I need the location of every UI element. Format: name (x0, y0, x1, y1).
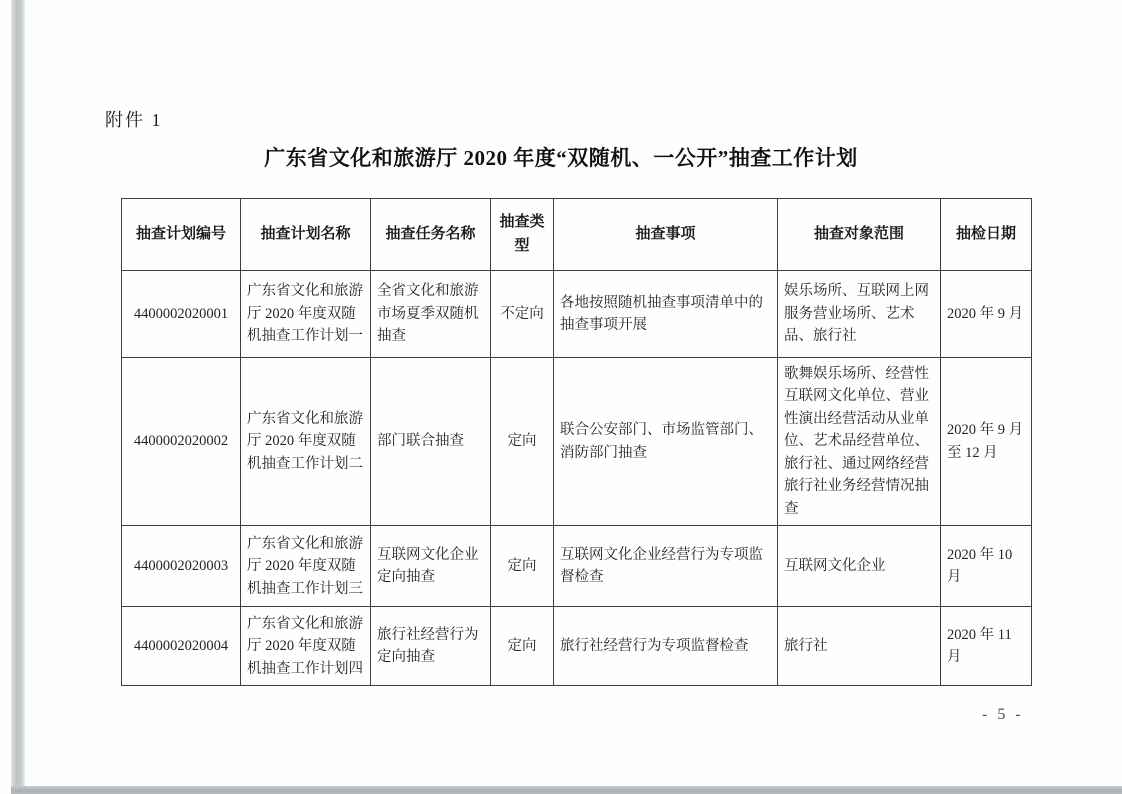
cell-plan-name: 广东省文化和旅游厅 2020 年度双随机抽查工作计划三 (241, 526, 371, 607)
cell-task-name: 全省文化和旅游市场夏季双随机抽查 (371, 271, 491, 358)
cell-plan-name: 广东省文化和旅游厅 2020 年度双随机抽查工作计划四 (241, 607, 371, 686)
cell-type: 定向 (491, 607, 554, 686)
cell-items: 互联网文化企业经营行为专项监督检查 (554, 526, 778, 607)
table-row (122, 358, 1032, 526)
cell-scope: 歌舞娱乐场所、经营性互联网文化单位、营业性演出经营活动从业单位、艺术品经营单位、旅行社、通过网络经营旅行社业务经营情况抽查 (778, 358, 941, 526)
column-header-date: 抽检日期 (941, 199, 1032, 271)
cell-items: 联合公安部门、市场监管部门、消防部门抽查 (554, 358, 778, 526)
cell-task-name: 部门联合抽查 (371, 358, 491, 526)
inspection-plan-table (121, 198, 1032, 686)
cell-items: 旅行社经营行为专项监督检查 (554, 607, 778, 686)
cell-plan-id: 4400002020001 (122, 271, 241, 358)
table-row (122, 607, 1032, 686)
document-title: 广东省文化和旅游厅 2020 年度“双随机、一公开”抽查工作计划 (264, 146, 858, 170)
page-number: - 5 - (982, 706, 1024, 723)
column-header-items: 抽查事项 (554, 199, 778, 271)
cell-plan-id: 4400002020003 (122, 526, 241, 607)
column-header-plan-name: 抽查计划名称 (241, 199, 371, 271)
table-row (122, 526, 1032, 607)
table-row (122, 271, 1032, 358)
cell-plan-name: 广东省文化和旅游厅 2020 年度双随机抽查工作计划一 (241, 271, 371, 358)
column-header-scope: 抽查对象范围 (778, 199, 941, 271)
scan-shadow-left (11, 0, 25, 788)
cell-items: 各地按照随机抽查事项清单中的抽查事项开展 (554, 271, 778, 358)
attachment-label: 附件 1 (105, 110, 163, 130)
column-header-task-name: 抽查任务名称 (371, 199, 491, 271)
cell-plan-id: 4400002020004 (122, 607, 241, 686)
cell-type: 定向 (491, 358, 554, 526)
cell-date: 2020 年 10 月 (941, 526, 1032, 607)
cell-date: 2020 年 9 月 (941, 271, 1032, 358)
cell-scope: 娱乐场所、互联网上网服务营业场所、艺术品、旅行社 (778, 271, 941, 358)
cell-plan-name: 广东省文化和旅游厅 2020 年度双随机抽查工作计划二 (241, 358, 371, 526)
cell-scope: 互联网文化企业 (778, 526, 941, 607)
cell-task-name: 旅行社经营行为定向抽查 (371, 607, 491, 686)
cell-type: 定向 (491, 526, 554, 607)
cell-scope: 旅行社 (778, 607, 941, 686)
column-header-type: 抽查类型 (491, 199, 554, 271)
table-header-row (122, 199, 1032, 271)
scan-shadow-bottom (11, 786, 1122, 794)
column-header-plan-id: 抽查计划编号 (122, 199, 241, 271)
cell-date: 2020 年 11 月 (941, 607, 1032, 686)
cell-task-name: 互联网文化企业定向抽查 (371, 526, 491, 607)
cell-date: 2020 年 9 月至 12 月 (941, 358, 1032, 526)
cell-type: 不定向 (491, 271, 554, 358)
cell-plan-id: 4400002020002 (122, 358, 241, 526)
